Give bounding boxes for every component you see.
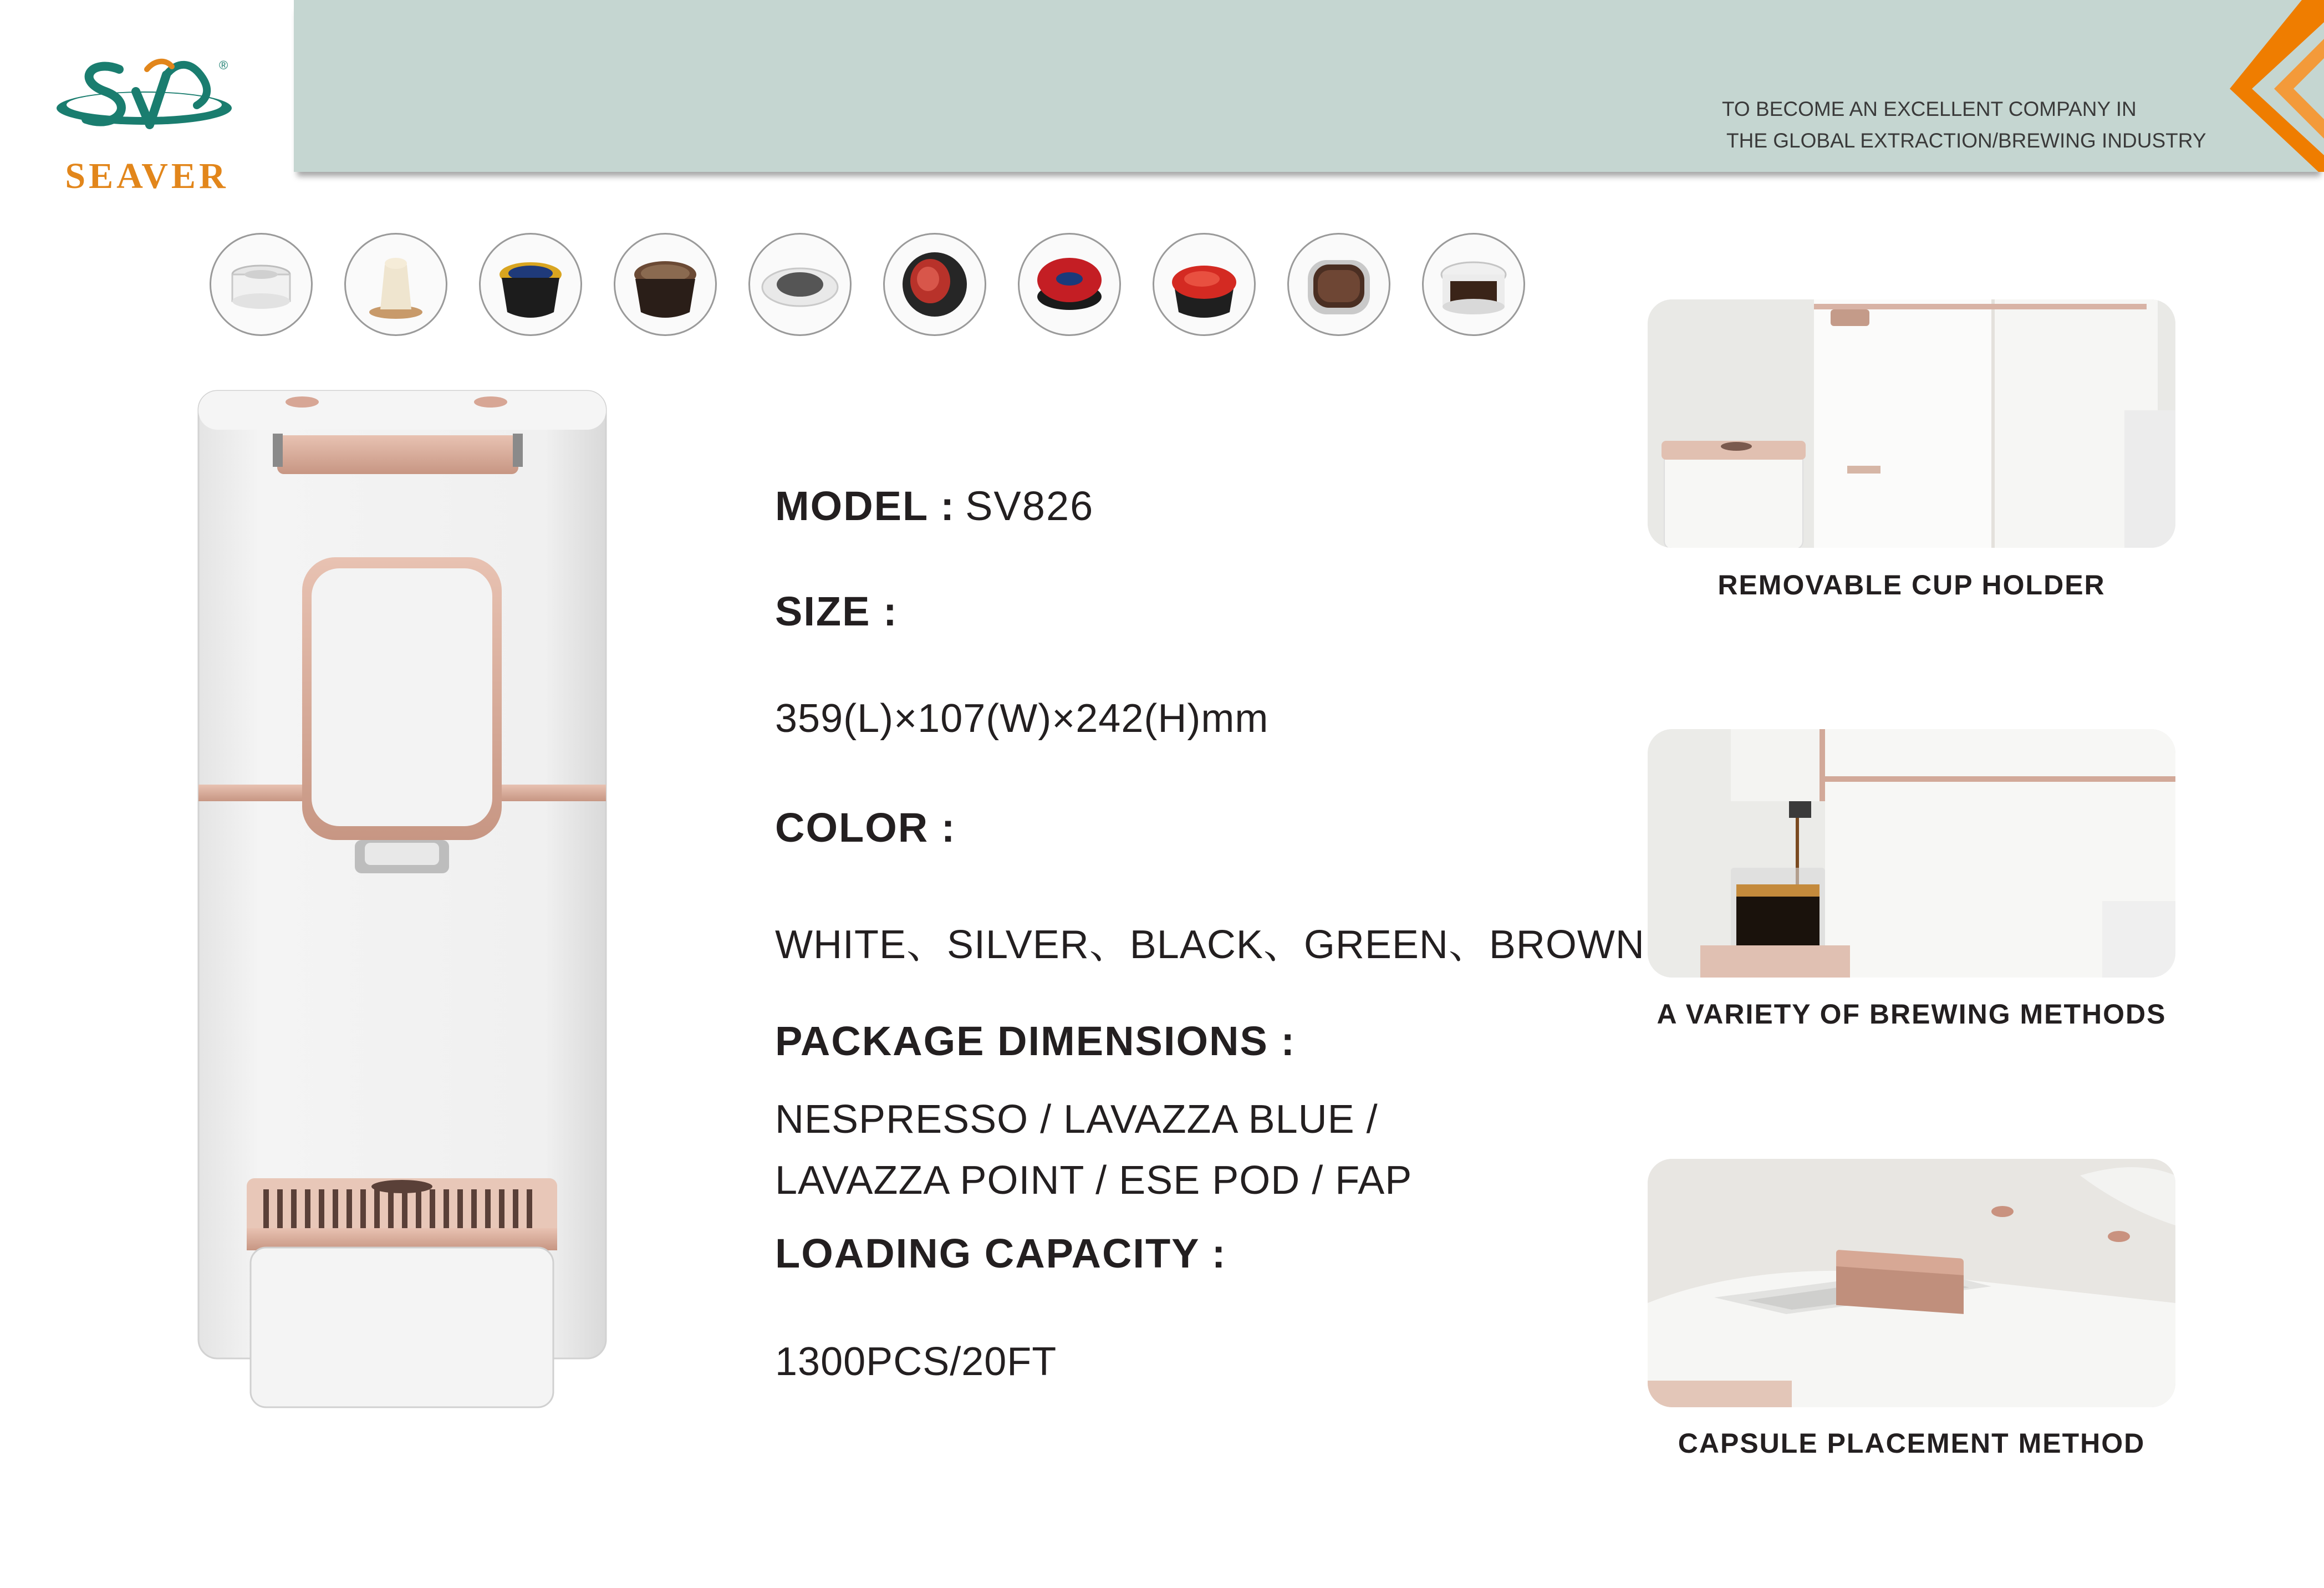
nespresso-capsule-icon <box>344 233 447 336</box>
lavazza-blue-capsule-icon <box>479 233 582 336</box>
chevron-decoration-icon <box>2191 0 2324 172</box>
size-value: 359(L)×107(W)×242(H)mm <box>775 696 1269 741</box>
loading-value: 1300PCS/20FT <box>775 1340 1057 1384</box>
logo-mark-icon <box>53 53 241 158</box>
lavazza-point-capsule-icon <box>1018 233 1121 336</box>
package-label: PACKAGE DIMENSIONS : <box>775 1018 1296 1064</box>
red-capsule-icon <box>1153 233 1256 336</box>
color-value: WHITE、SILVER、BLACK、GREEN、BROWN <box>775 923 1645 967</box>
fap-capsule-icon <box>210 233 313 336</box>
coffee-machine-illustration <box>188 383 621 1425</box>
model-label: MODEL : <box>775 483 956 529</box>
package-value-line-2: LAVAZZA POINT / ESE POD / FAP <box>775 1158 1413 1203</box>
loading-label: LOADING CAPACITY : <box>775 1230 1227 1276</box>
brewing-methods-photo <box>1648 729 2175 978</box>
capsule-placement-photo <box>1648 1159 2175 1407</box>
ground-coffee-capsule-icon <box>1287 233 1390 336</box>
model-spec <box>775 482 1094 530</box>
slogan-line-1: TO BECOME AN EXCELLENT COMPANY IN <box>1722 98 2137 120</box>
feature-caption-brewing: A VARIETY OF BREWING METHODS <box>1657 999 2167 1030</box>
model-value: SV826 <box>965 483 1094 529</box>
color-label: COLOR : <box>775 805 956 851</box>
slogan-line-2: THE GLOBAL EXTRACTION/BREWING INDUSTRY <box>1726 129 2206 152</box>
seaver-logo <box>53 53 241 197</box>
refillable-capsule-icon <box>1422 233 1525 336</box>
ese-pod-icon <box>748 233 852 336</box>
size-label: SIZE : <box>775 588 898 634</box>
feature-caption-cup-holder: REMOVABLE CUP HOLDER <box>1717 569 2106 600</box>
feature-caption-capsule-placement: CAPSULE PLACEMENT METHOD <box>1678 1428 2145 1459</box>
brand-name: SEAVER <box>65 156 229 196</box>
dolce-gusto-capsule-icon <box>883 233 986 336</box>
registered-mark: ® <box>219 58 228 72</box>
package-value-line-1: NESPRESSO / LAVAZZA BLUE / <box>775 1097 1378 1142</box>
cup-holder-photo <box>1648 299 2175 548</box>
caffitaly-capsule-icon <box>614 233 717 336</box>
